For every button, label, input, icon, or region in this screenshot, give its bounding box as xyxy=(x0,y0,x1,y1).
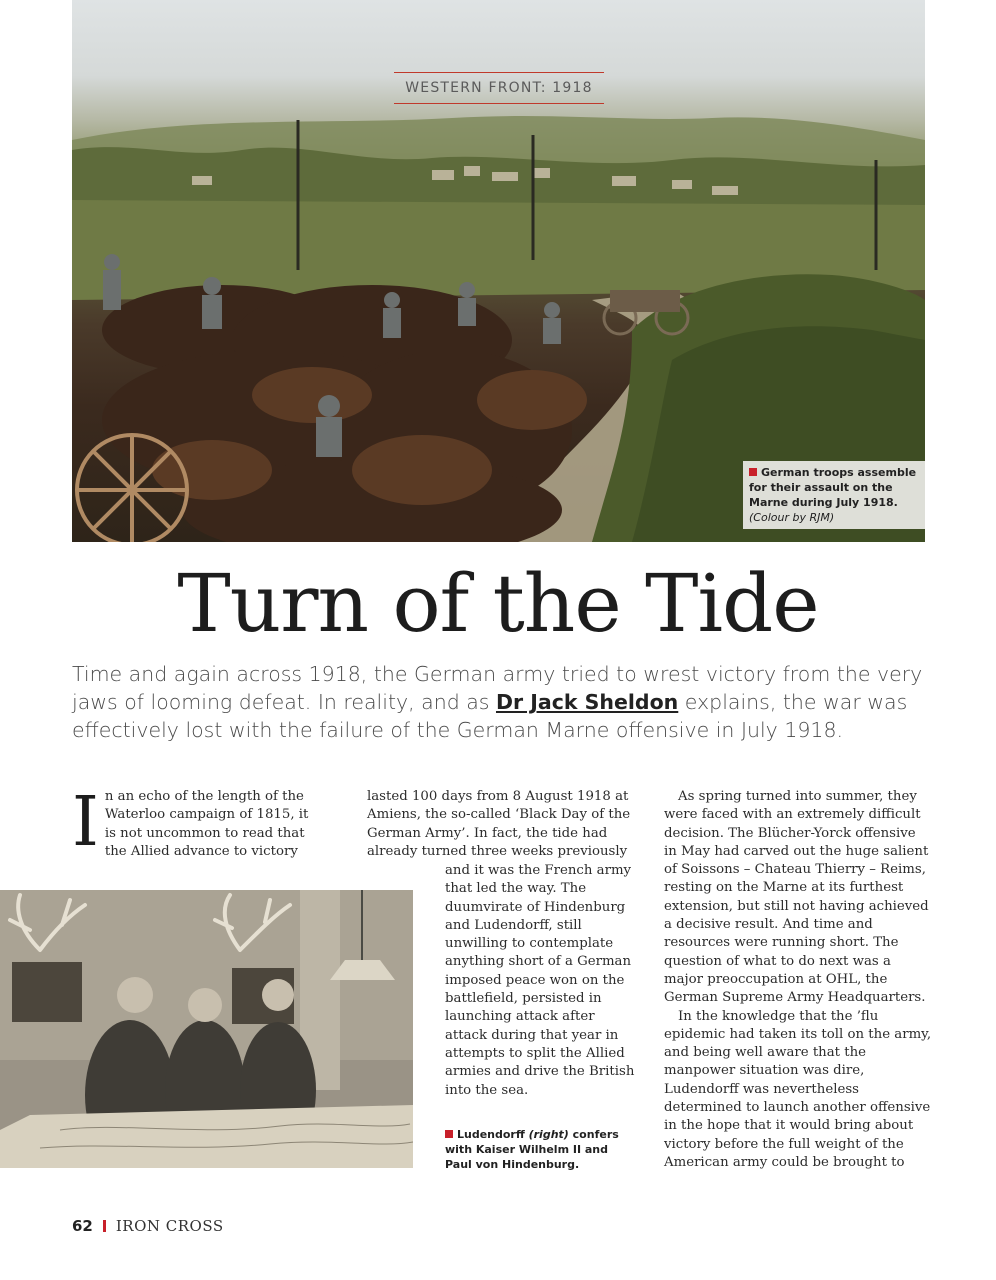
body-paragraph: and it was the French army that led the way. The duumvirate of Hindenburg and Ludendorff, still unwilling to contemplate anything short of a German imposed peace won on the battlefield, persisted in launching attack after attack during that year in attempts to split the Allied armies and drive the British into the sea. xyxy=(445,863,635,1098)
photo2-caption xyxy=(445,1127,625,1172)
photo2-caption-rest: confers with Kaiser Wilhelm II and Paul von Hindenburg. xyxy=(445,1128,619,1171)
page-folio xyxy=(72,1217,224,1235)
caption-bullet-icon xyxy=(749,468,757,476)
body-column-1 xyxy=(72,783,312,862)
ludendorff-photo-illustration xyxy=(0,890,413,1168)
standfirst-before: Time and again across 1918, the German army tried to wrest victory from the very jaws of looming defeat. In reality, and as xyxy=(72,662,923,714)
body-column-3 xyxy=(664,788,932,1172)
article-title: Turn of the Tide xyxy=(177,557,819,650)
photo2-caption-italic: (right) xyxy=(528,1128,569,1141)
standfirst xyxy=(72,660,932,744)
body-column-2-bottom xyxy=(445,862,640,1100)
section-tag: WESTERN FRONT: 1918 xyxy=(394,72,604,104)
body-column-2-top xyxy=(367,788,637,861)
standfirst-after: explains, the war was effectively lost with the failure of the German Marne offensive in July 1918. xyxy=(72,690,908,742)
body-paragraph: As spring turned into summer, they were faced with an extremely difficult decision. The Blücher-Yorck offensive in May had carved out the huge salient of Soissons – Chateau Thierry – Reims, resting on the Marne at its furthest extension, but still not having achieved a decisive result. And time and resources were running short. The question of what to do next was a major preoccupation at OHL, the German Supreme Army Headquarters. xyxy=(664,789,929,1006)
ludendorff-photo xyxy=(0,890,413,1168)
body-paragraph: lasted 100 days from 8 August 1918 at Amiens, the so-called ‘Black Day of the German Army’. In fact, the tide had already turned three weeks previously xyxy=(367,789,631,859)
hero-caption-credit: (Colour by RJM) xyxy=(749,511,835,524)
author-name: Dr Jack Sheldon xyxy=(495,690,679,714)
page-number: 62 xyxy=(72,1217,93,1235)
hero-caption-text: German troops assemble for their assault on the Marne during July 1918. xyxy=(749,466,917,509)
body-paragraph: n an echo of the length of the Waterloo campaign of 1815, it is not uncommon to read that the Allied advance to victory xyxy=(104,789,309,859)
drop-cap: I xyxy=(72,783,99,862)
photo2-caption-name: Ludendorff xyxy=(457,1128,529,1141)
hero-photo xyxy=(72,0,925,542)
magazine-name: IRON CROSS xyxy=(115,1217,224,1235)
folio-separator xyxy=(103,1220,106,1232)
body-paragraph: In the knowledge that the ’flu epidemic had taken its toll on the army, and being well aware that the manpower situation was dire, Ludendorff was nevertheless determined to launch another offensive in the hope that it would bring about victory before the full weight of the American army could be brought to xyxy=(664,1008,932,1170)
hero-caption xyxy=(743,461,925,529)
caption-bullet-icon xyxy=(445,1130,453,1138)
